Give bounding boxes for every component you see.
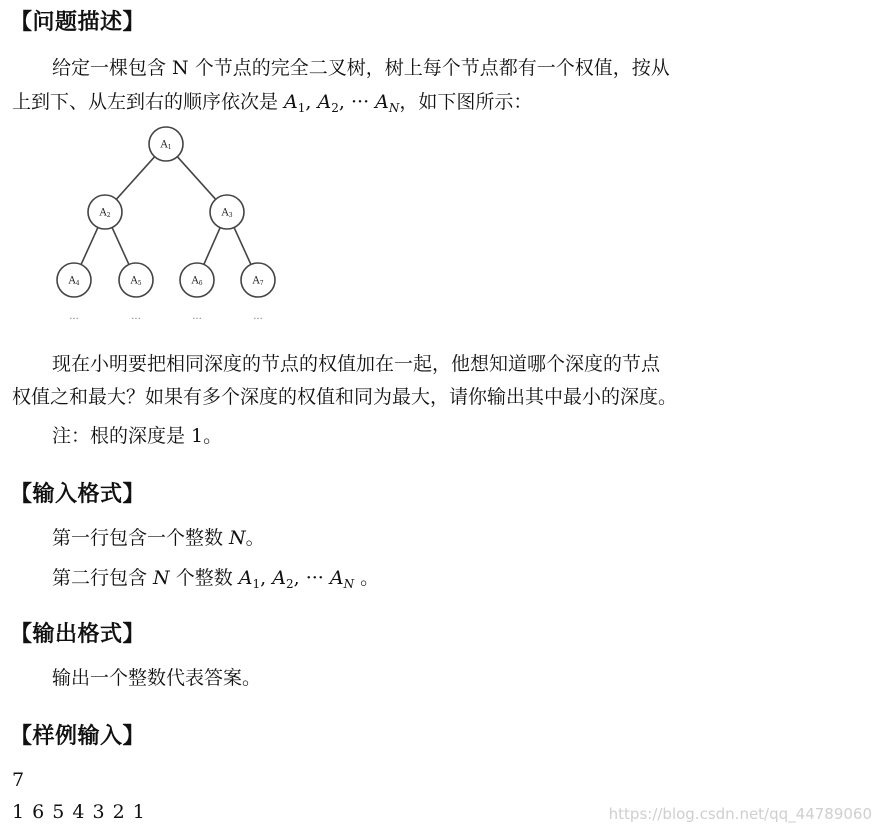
description-note: 注：根的深度是 1。 <box>52 425 223 447</box>
sequence-expression: $A_1$, $A_2$, ··· $A_N$ <box>238 567 355 591</box>
tree-edge <box>234 227 251 264</box>
tree-ellipses <box>69 314 263 325</box>
tree-node-label: A2 <box>99 207 111 219</box>
sample-input-line-1: 7 <box>12 769 25 791</box>
tree-node <box>88 195 122 229</box>
watermark: https://blog.csdn.net/qq_44789060 <box>608 805 872 823</box>
tree-node <box>180 263 214 297</box>
tree-ellipsis: ··· <box>131 314 141 325</box>
tree-nodes <box>57 127 275 297</box>
section-heading-description: 【问题描述】 <box>10 10 146 35</box>
output-format-line-1: 输出一个整数代表答案。 <box>52 667 262 689</box>
description-paragraph-2-line-1: 现在小明要把相同深度的节点的权值加在一起，他想知道哪个深度的节点 <box>52 353 661 375</box>
input-format-line-2: 第二行包含 N 个整数 $A_1$, $A_2$, ··· $A_N$ 。 <box>52 567 380 591</box>
section-heading-input-format: 【输入格式】 <box>10 482 146 507</box>
tree-node <box>210 195 244 229</box>
tree-node <box>119 263 153 297</box>
tree-node-label: A6 <box>191 275 203 287</box>
tree-edge <box>177 157 215 200</box>
description-paragraph-2-line-2: 权值之和最大？如果有多个深度的权值和同为最大，请你输出其中最小的深度。 <box>12 386 678 408</box>
tree-edge <box>116 157 154 200</box>
tree-edge <box>81 227 98 264</box>
tree-node-label: A4 <box>68 275 80 287</box>
binary-tree-diagram <box>40 122 300 332</box>
sample-input-line-2: 1 6 5 4 3 2 1 <box>12 801 146 823</box>
tree-node <box>149 127 183 161</box>
tree-node-label: A1 <box>160 139 172 151</box>
description-text: ，如下图所示： <box>399 91 533 113</box>
tree-ellipsis: ··· <box>69 314 79 325</box>
description-paragraph-1-line-1: 给定一棵包含 N 个节点的完全二叉树，树上每个节点都有一个权值，按从 <box>52 57 670 79</box>
description-paragraph-1-line-2 <box>12 88 532 122</box>
sequence-expression: $A_1$, $A_2$, ··· $A_N$ <box>284 91 400 115</box>
tree-node-label: A5 <box>130 275 142 287</box>
tree-ellipsis: ··· <box>192 314 202 325</box>
tree-node <box>57 263 91 297</box>
variable-n: N <box>229 527 246 549</box>
section-heading-output-format: 【输出格式】 <box>10 622 146 647</box>
section-heading-sample-input: 【样例输入】 <box>10 724 146 749</box>
variable-n: N <box>153 567 170 589</box>
input-format-line-1: 第一行包含一个整数 N。 <box>52 527 265 549</box>
tree-edge <box>204 228 220 265</box>
tree-ellipsis: ··· <box>253 314 263 325</box>
tree-node <box>241 263 275 297</box>
tree-edge <box>112 227 129 264</box>
tree-node-label: A3 <box>221 207 233 219</box>
tree-node-label: A7 <box>252 275 264 287</box>
description-text: 上到下、从左到右的顺序依次是 <box>12 91 285 113</box>
